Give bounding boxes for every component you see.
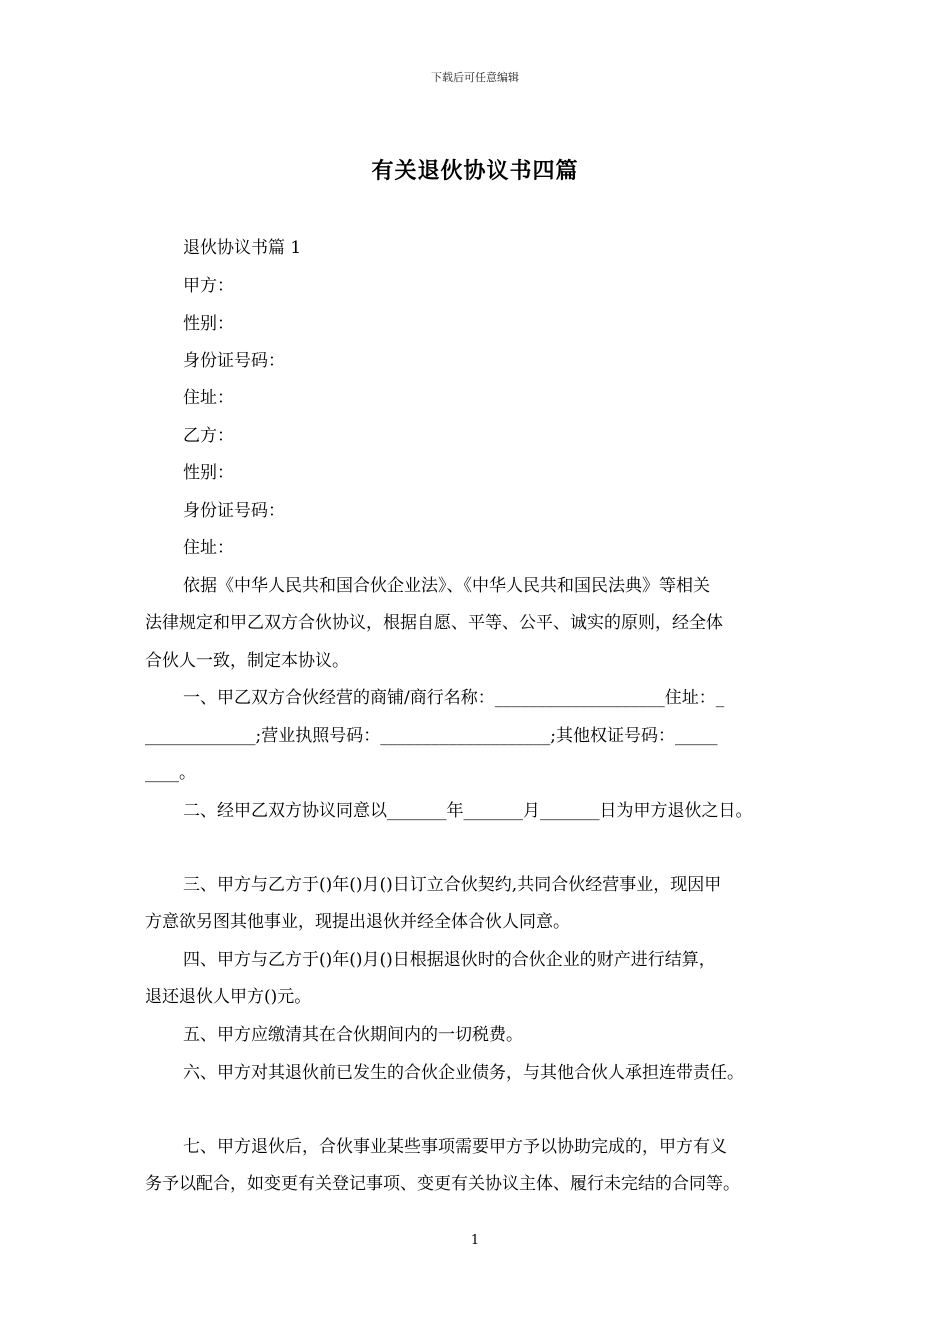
clause-line: 六、甲方对其退伙前已发生的合伙企业债务，与其他合伙人承担连带责任。 bbox=[183, 1063, 744, 1083]
clause-line: _____________;营业执照号码：____________________;其他权证号码：_____ bbox=[145, 726, 718, 746]
paragraph-line: 合伙人一致，制定本协议。 bbox=[145, 651, 349, 671]
clause-line: 退还退伙人甲方()元。 bbox=[145, 987, 312, 1007]
gender-label: 性别： bbox=[183, 314, 234, 334]
clause-line: 方意欲另图其他事业，现提出退伙并经全体合伙人同意。 bbox=[145, 912, 570, 932]
page-number: 1 bbox=[470, 1233, 480, 1248]
paragraph-line: 依据《中华人民共和国合伙企业法》、《中华人民共和国民法典》等相关 bbox=[183, 576, 710, 596]
clause-line: ____。 bbox=[145, 763, 196, 783]
party-a-label: 甲方： bbox=[183, 276, 234, 296]
id-number-label: 身份证号码： bbox=[183, 501, 285, 521]
clause-line: 务予以配合，如变更有关登记事项、变更有关协议主体、履行未完结的合同等。 bbox=[145, 1174, 740, 1194]
header-note: 下载后可任意编辑 bbox=[431, 71, 519, 84]
clause-line: 七、甲方退伙后，合伙事业某些事项需要甲方予以协助完成的，甲方有义 bbox=[183, 1137, 727, 1157]
id-number-label: 身份证号码： bbox=[183, 351, 285, 371]
gender-label: 性别： bbox=[183, 463, 234, 483]
clause-line: 一、甲乙双方合伙经营的商铺/商行名称：____________________住址：_ bbox=[183, 688, 725, 708]
clause-line: 五、甲方应缴清其在合伙期间内的一切税费。 bbox=[183, 1025, 523, 1045]
clause-line: 三、甲方与乙方于()年()月()日订立合伙契约,共同合伙经营事业，现因甲 bbox=[183, 875, 722, 895]
section-heading: 退伙协议书篇 1 bbox=[183, 238, 302, 258]
address-label: 住址： bbox=[183, 388, 234, 408]
clause-line: 四、甲方与乙方于()年()月()日根据退伙时的合伙企业的财产进行结算， bbox=[183, 950, 716, 970]
paragraph-line: 法律规定和甲乙双方合伙协议，根据自愿、平等、公平、诚实的原则，经全体 bbox=[145, 613, 723, 633]
clause-line: 二、经甲乙双方协议同意以_______年_______月_______日为甲方退伙之日。 bbox=[183, 801, 753, 821]
party-b-label: 乙方： bbox=[183, 426, 234, 446]
address-label: 住址： bbox=[183, 538, 234, 558]
document-title: 有关退伙协议书四篇 bbox=[371, 158, 579, 184]
